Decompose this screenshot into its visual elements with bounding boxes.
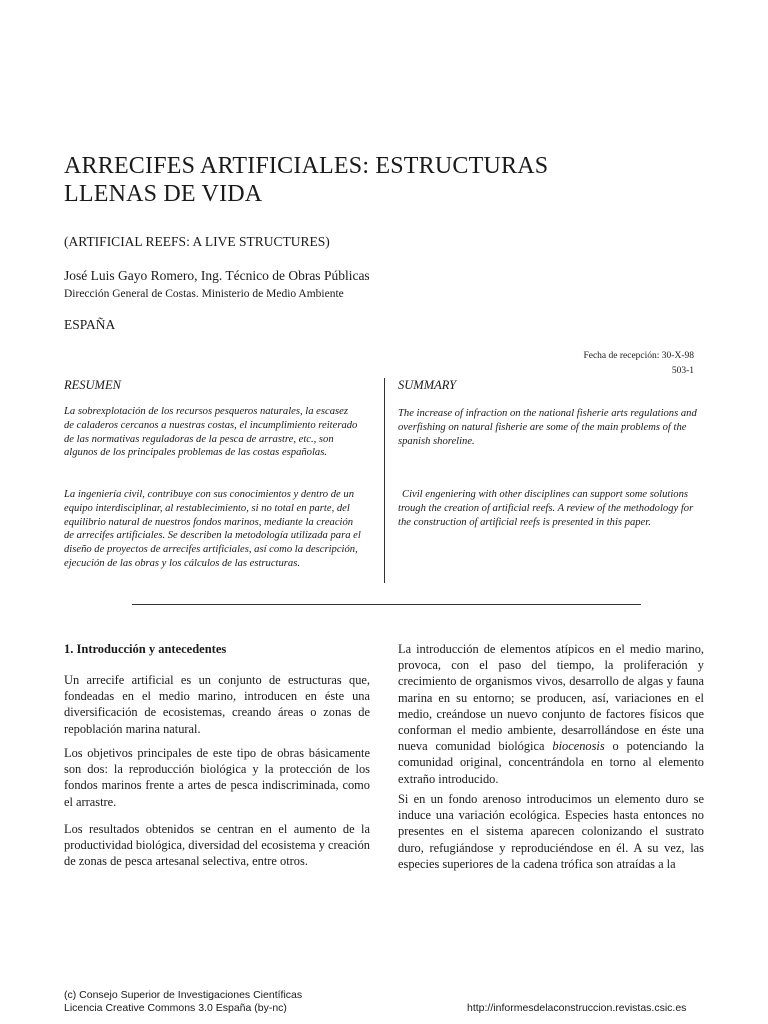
resumen-heading: RESUMEN (64, 378, 121, 392)
country-label: ESPAÑA (64, 317, 116, 332)
article-subtitle: (ARTIFICIAL REEFS: A LIVE STRUCTURES) (64, 234, 330, 249)
intro-paragraph-2: Los objetivos principales de este tipo de obras básicamente son dos: la reproducción biológica y la protección de los fondos marinos frente a artes de pesca indiscriminada, como el arrastre. (64, 746, 370, 809)
abstract-column-divider (384, 378, 385, 583)
intro-paragraph-4 (398, 641, 704, 787)
article-title (64, 152, 584, 208)
summary-paragraph-1: The increase of infraction on the national fisherie arts regulations and overfishing on natural fisherie are some of the main problems of the spanish shoreline. (398, 408, 697, 447)
intro-paragraph-1: Un arrecife artificial es un conjunto de estructuras que, fondeadas en el medio marino, introducen en éste una diversificación de ecosistemas, creando áreas o zonas de repoblación marina natural. (64, 673, 370, 736)
emphasized-term: biocenosis (552, 739, 605, 754)
summary-heading: SUMMARY (398, 378, 457, 392)
paragraph-text: La introducción de elementos atípicos en el medio marino, provoca, con el paso del tiempo, la proliferación y crecimiento de organismos vivos, desarrollo de algas y fauna marina en su entorno; se producen, así, variaciones en el medio, creándose un nuevo conjunto de factores físicos que conforman el medio ambiente, desarrollándose en éste una nueva comunidad biológica (398, 642, 704, 754)
journal-url[interactable]: http://informesdelaconstruccion.revistas.csic.es (467, 1002, 687, 1014)
title-line-1: ARRECIFES ARTIFICIALES: ESTRUCTURAS (64, 153, 549, 179)
reception-date: Fecha de recepción: 30-X-98 (583, 351, 694, 361)
resumen-paragraph-2: La ingeniería civil, contribuye con sus conocimientos y dentro de un equipo interdisciplinar, al restablecimiento, si no total en parte, del equilibrio natural de nuestros fondos marinos, mediante la creación de arrecifes artificiales. Se describen la metodología utilizada para el diseño de proyectos de arrecifes artificiales, así como la descripción, ejecución de las obras y los cálculos de las estructuras. (64, 489, 361, 569)
title-line-2: LLENAS DE VIDA (64, 181, 263, 207)
copyright-line: (c) Consejo Superior de Investigaciones Científicas (64, 989, 303, 1001)
intro-paragraph-3: Los resultados obtenidos se centran en el aumento de la productividad biológica, diversidad del ecosistema y creación de zonas de pesca artesanal selectiva, entre otros. (64, 822, 370, 869)
copyright-notice (64, 989, 302, 1015)
summary-paragraph-2: Civil engeniering with other disciplines can support some solutions trough the creation of artificial reefs. A review of the methodology for the construction of artificial reefs is presented in this paper. (398, 489, 694, 528)
paragraph-text-continued: o potenciando la comunidad original, concentrándola en torno al elemento extraño introducido. (398, 739, 704, 786)
article-code: 503-1 (671, 366, 694, 376)
affiliation-line: Dirección General de Costas. Ministerio de Medio Ambiente (64, 288, 344, 300)
resumen-paragraph-1: La sobrexplotación de los recursos pesqueros naturales, la escasez de caladeros cercanos a nuestras costas, el incumplimiento reiterado de las normativas reguladoras de la pesca de arrastre, etc., son algunos de los principales problemas de las costas españolas. (64, 406, 358, 459)
section-divider (132, 604, 641, 605)
author-line: José Luis Gayo Romero, Ing. Técnico de Obras Públicas (64, 268, 370, 283)
license-line: Licencia Creative Commons 3.0 España (by-nc) (64, 1002, 287, 1014)
section-heading: 1. Introducción y antecedentes (64, 642, 227, 656)
intro-paragraph-5: Si en un fondo arenoso introducimos un elemento duro se induce una variación ecológica. Especies hasta entonces no presentes en el sistema aparecen colonizando el sustrato duro, refugiándose y reproduciéndose en él. A su vez, las especies superiores de la cadena trófica son atraídas a la (398, 792, 704, 871)
